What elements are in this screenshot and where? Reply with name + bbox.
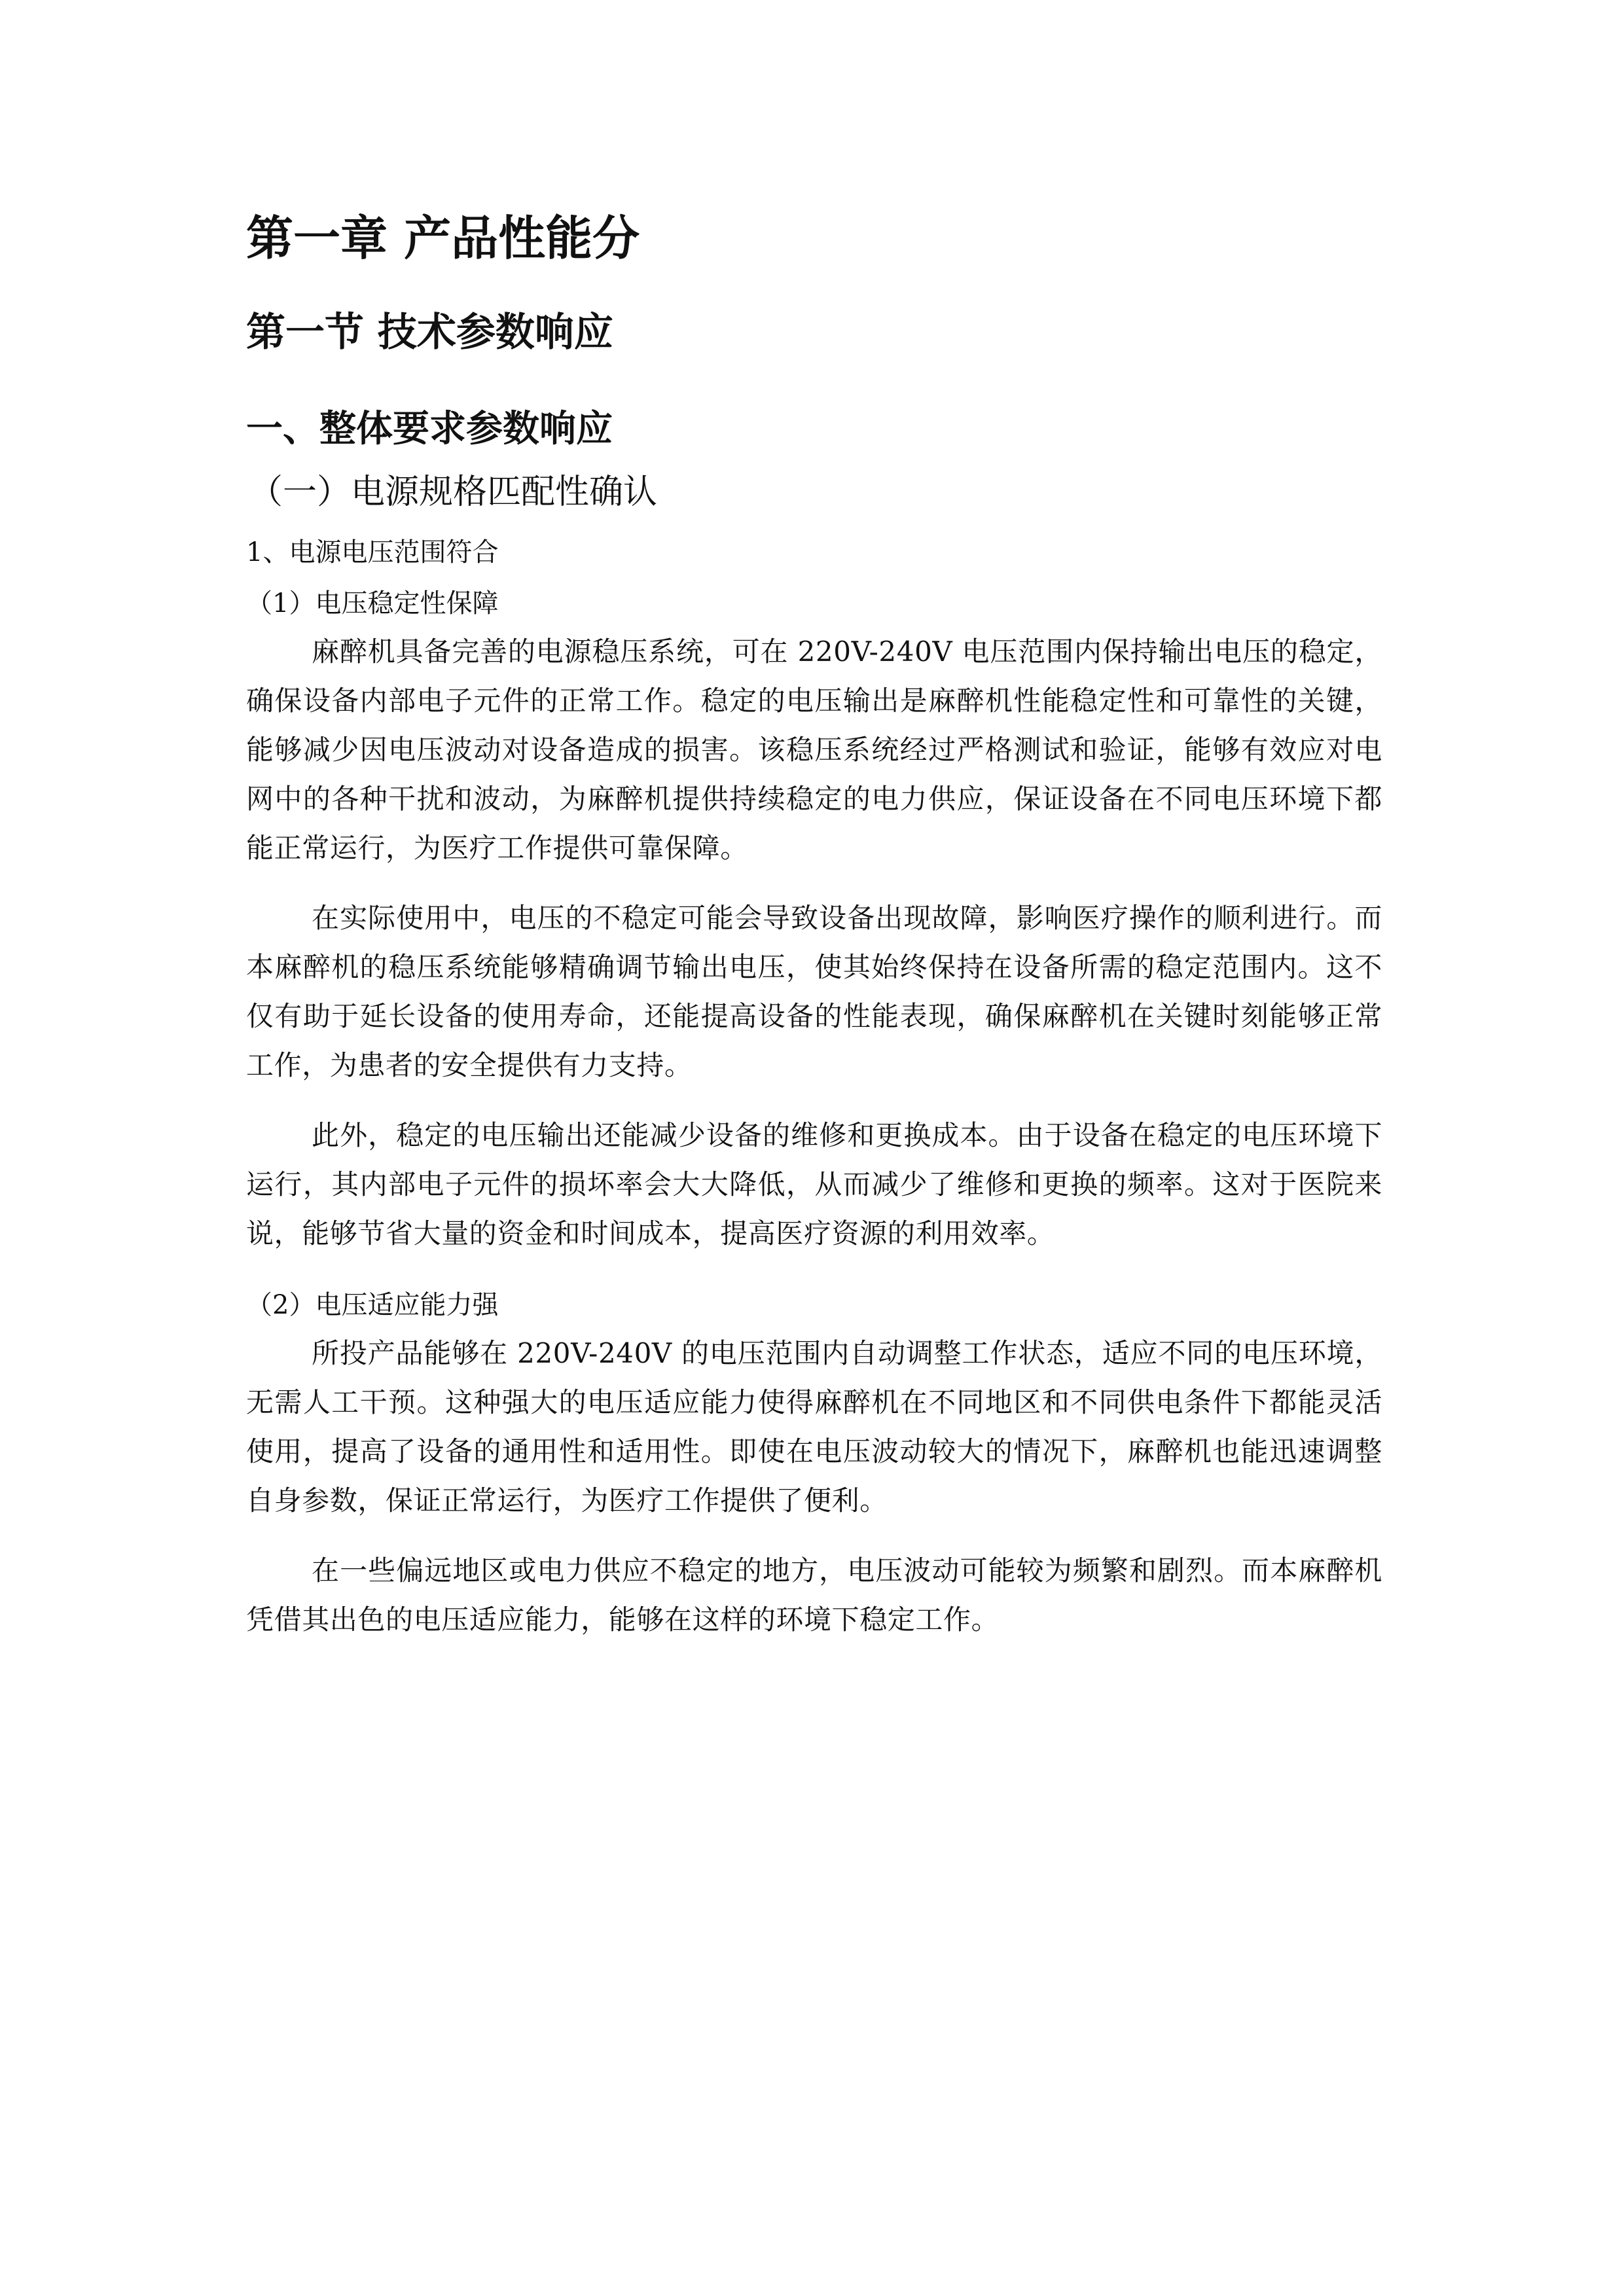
paragraph: 所投产品能够在 220V-240V 的电压范围内自动调整工作状态，适应不同的电压环境，无需人工干预。这种强大的电压适应能力使得麻醉机在不同地区和不同供电条件下都能灵活使用，提高了设备的通用性和适用性。即使在电压波动较大的情况下，麻醉机也能迅速调整自身参数，保证正常运行，为医疗工作提供了便利。 bbox=[246, 1337, 1382, 1516]
document-body bbox=[246, 208, 1382, 1644]
paragraph: 麻醉机具备完善的电源稳压系统，可在 220V-240V 电压范围内保持输出电压的稳定，确保设备内部电子元件的正常工作。稳定的电压输出是麻醉机性能稳定性和可靠性的关键，能够减少因电压波动对设备造成的损害。该稳压系统经过严格测试和验证，能够有效应对电网中的各种干扰和波动，为麻醉机提供持续稳定的电力供应，保证设备在不同电压环境下都能正常运行，为医疗工作提供可靠保障。 bbox=[246, 636, 1382, 864]
part-title: 一、整体要求参数响应 bbox=[246, 408, 613, 450]
item-title: 1、电源电压范围符合 bbox=[246, 537, 499, 567]
paragraph: 在一些偏远地区或电力供应不稳定的地方，电压波动可能较为频繁和剧烈。而本麻醉机凭借其出色的电压适应能力，能够在这样的环境下稳定工作。 bbox=[246, 1554, 1382, 1636]
sub-item-title: （1）电压稳定性保障 bbox=[246, 588, 499, 619]
subsection-title: （一）电源规格匹配性确认 bbox=[249, 473, 658, 512]
chapter-title: 第一章 产品性能分 bbox=[246, 211, 640, 266]
paragraph: 此外，稳定的电压输出还能减少设备的维修和更换成本。由于设备在稳定的电压环境下运行，其内部电子元件的损坏率会大大降低，从而减少了维修和更换的频率。这对于医院来说，能够节省大量的资金和时间成本，提高医疗资源的利用效率。 bbox=[246, 1119, 1382, 1249]
section-title: 第一节 技术参数响应 bbox=[246, 310, 613, 355]
sub-item-title: （2）电压适应能力强 bbox=[246, 1290, 499, 1320]
paragraph: 在实际使用中，电压的不稳定可能会导致设备出现故障，影响医疗操作的顺利进行。而本麻醉机的稳压系统能够精确调节输出电压，使其始终保持在设备所需的稳定范围内。这不仅有助于延长设备的使用寿命，还能提高设备的性能表现，确保麻醉机在关键时刻能够正常工作，为患者的安全提供有力支持。 bbox=[246, 902, 1382, 1081]
